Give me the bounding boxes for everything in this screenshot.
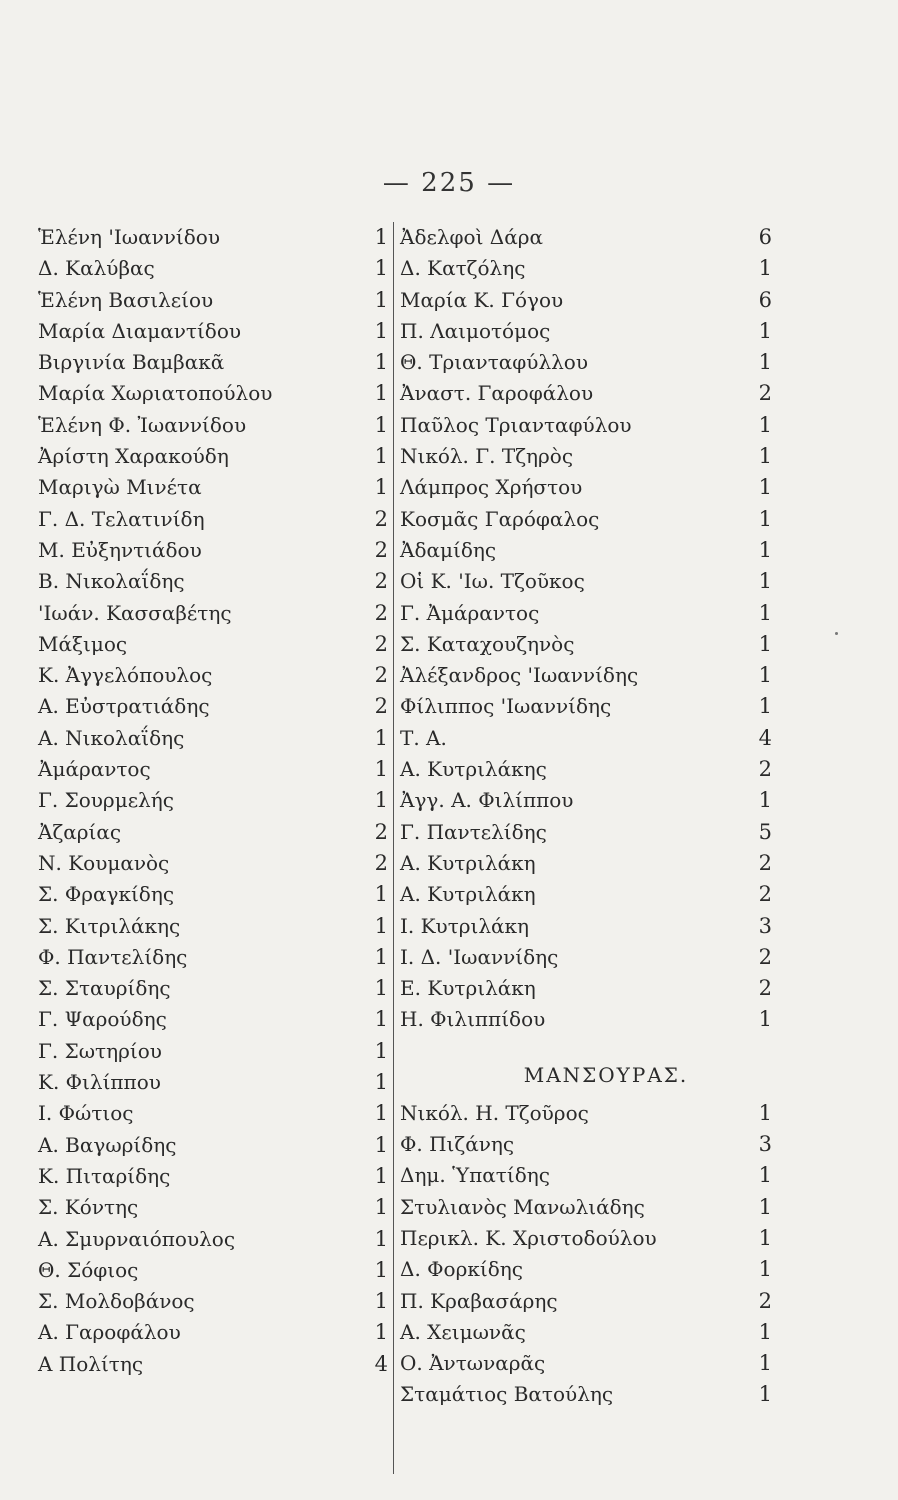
list-item xyxy=(400,879,772,910)
entry-name: Μ. Εὐξηντιάδου xyxy=(38,537,202,562)
entry-count: 3 xyxy=(758,913,772,938)
list-item xyxy=(38,1161,388,1192)
list-item xyxy=(400,1223,772,1254)
entry-name: Ε. Κυτριλάκη xyxy=(400,976,536,1001)
entry-name: Δ. Καλύβας xyxy=(38,256,155,281)
list-item xyxy=(400,1192,772,1223)
list-item xyxy=(400,347,772,378)
entry-count: 1 xyxy=(758,1319,772,1344)
entry-count: 1 xyxy=(758,1007,772,1032)
entry-count: 2 xyxy=(374,506,388,531)
entry-name: Λάμπρος Χρήστου xyxy=(400,475,583,500)
entry-count: 5 xyxy=(758,819,772,844)
entry-name: Μάξιμος xyxy=(38,631,128,656)
list-item xyxy=(400,535,772,566)
list-item xyxy=(400,629,772,660)
entry-count: 1 xyxy=(374,475,388,500)
entry-count: 1 xyxy=(758,1382,772,1407)
list-item xyxy=(400,410,772,441)
entry-count: 4 xyxy=(374,1351,388,1376)
entry-name: Θ. Σόφιος xyxy=(38,1257,139,1282)
list-item xyxy=(38,879,388,910)
list-item xyxy=(400,1160,772,1191)
list-item xyxy=(38,285,388,316)
entry-count: 2 xyxy=(374,819,388,844)
entry-count: 1 xyxy=(758,1194,772,1219)
entry-name: Φ. Παντελίδης xyxy=(38,944,188,969)
entry-name: Θ. Τριανταφύλλου xyxy=(400,350,588,375)
list-item xyxy=(38,1192,388,1223)
list-item xyxy=(38,1255,388,1286)
entry-name: Ἀναστ. Γαροφάλου xyxy=(400,381,594,406)
list-item xyxy=(38,785,388,816)
list-item xyxy=(38,691,388,722)
entry-count: 1 xyxy=(374,913,388,938)
entry-name: Περικλ. Κ. Χριστοδούλου xyxy=(400,1225,657,1250)
entry-count: 1 xyxy=(374,412,388,437)
entry-count: 1 xyxy=(758,600,772,625)
entry-name: Μαριγὼ Μινέτα xyxy=(38,475,202,500)
entry-name: Α. Νικολαΐδης xyxy=(38,725,185,750)
list-item xyxy=(38,660,388,691)
entry-name: Σταμάτιος Βατούλης xyxy=(400,1382,614,1407)
list-item xyxy=(38,1036,388,1067)
entry-count: 1 xyxy=(374,318,388,343)
list-item xyxy=(38,253,388,284)
entry-name: Α. Κυτριλάκη xyxy=(400,850,536,875)
entry-name: Ἑλένη Φ. Ἰωαννίδου xyxy=(38,412,247,437)
entry-count: 2 xyxy=(758,850,772,875)
entry-name: Ἀλέξανδρος 'Ιωαννίδης xyxy=(400,663,639,688)
entry-count: 1 xyxy=(758,537,772,562)
list-item xyxy=(38,566,388,597)
entry-name: Ἑλένη 'Ιωαννίδου xyxy=(38,225,220,249)
list-item xyxy=(400,378,772,409)
list-item xyxy=(38,629,388,660)
entry-count: 1 xyxy=(374,1195,388,1220)
entry-count: 1 xyxy=(374,444,388,469)
entry-name: Οἱ Κ. 'Ιω. Τζοῦκος xyxy=(400,569,585,594)
entry-count: 1 xyxy=(374,944,388,969)
column-divider xyxy=(393,222,394,1474)
entry-count: 1 xyxy=(374,882,388,907)
section-title: ΜΑΝΣΟΥΡΑΣ. xyxy=(523,1062,689,1087)
entry-name: Κοσμᾶς Γαρόφαλος xyxy=(400,506,600,531)
list-item xyxy=(400,754,772,785)
entry-count: 2 xyxy=(758,976,772,1001)
entry-count: 6 xyxy=(758,225,772,249)
entry-count: 1 xyxy=(374,1226,388,1251)
list-item xyxy=(38,1317,388,1348)
list-item xyxy=(400,504,772,535)
entry-name: Στυλιανὸς Μανωλιάδης xyxy=(400,1194,645,1219)
entry-count: 1 xyxy=(374,1070,388,1095)
entry-count: 1 xyxy=(758,694,772,719)
entry-name: Α Πολίτης xyxy=(38,1351,144,1376)
entry-count: 2 xyxy=(374,600,388,625)
entry-count: 1 xyxy=(374,1007,388,1032)
entry-name: Παῦλος Τριανταφύλου xyxy=(400,412,632,437)
list-item xyxy=(400,1348,772,1379)
entry-name: Μαρία Διαμαντίδου xyxy=(38,318,242,343)
entry-count: 1 xyxy=(374,788,388,813)
entry-count: 1 xyxy=(374,287,388,312)
list-item xyxy=(400,660,772,691)
entry-name: Μαρία Κ. Γόγου xyxy=(400,287,564,312)
entry-count: 1 xyxy=(374,381,388,406)
entry-name: Σ. Σταυρίδης xyxy=(38,976,171,1001)
right-column xyxy=(400,222,772,1411)
entry-name: 'Ιωάν. Κασσαβέτης xyxy=(38,600,232,625)
entry-count: 1 xyxy=(758,412,772,437)
entry-name: Α. Βαγωρίδης xyxy=(38,1132,177,1157)
entry-count: 1 xyxy=(758,1100,772,1125)
entry-name: Α. Σμυρναιόπουλος xyxy=(38,1226,236,1251)
entry-name: Γ. Δ. Τελατινίδη xyxy=(38,506,205,531)
entry-count: 2 xyxy=(374,694,388,719)
entry-count: 1 xyxy=(758,1225,772,1250)
entry-count: 1 xyxy=(374,1101,388,1126)
list-item xyxy=(38,410,388,441)
entry-name: Ἀμάραντος xyxy=(38,757,151,782)
entry-count: 1 xyxy=(374,1257,388,1282)
entry-count: 1 xyxy=(758,256,772,281)
list-item xyxy=(38,347,388,378)
list-item xyxy=(400,1129,772,1160)
list-item xyxy=(400,1004,772,1035)
list-item xyxy=(400,817,772,848)
list-item xyxy=(400,316,772,347)
entry-name: Π. Κραβασάρης xyxy=(400,1288,558,1313)
list-item xyxy=(400,848,772,879)
entry-name: Τ. Α. xyxy=(400,725,447,750)
entry-name: Ἑλένη Βασιλείου xyxy=(38,287,214,312)
list-item xyxy=(38,911,388,942)
entry-count: 2 xyxy=(374,537,388,562)
list-item xyxy=(400,1098,772,1129)
entry-count: 1 xyxy=(374,1289,388,1314)
entry-name: Σ. Κιτριλάκης xyxy=(38,913,181,938)
entry-count: 1 xyxy=(374,725,388,750)
entry-name: Ἀρίστη Χαρακούδη xyxy=(38,444,229,469)
entry-count: 1 xyxy=(758,475,772,500)
list-item xyxy=(38,535,388,566)
entry-name: Νικόλ. Η. Τζοῦρος xyxy=(400,1100,589,1125)
list-item xyxy=(38,1130,388,1161)
entry-name: Δημ. Ὑπατίδης xyxy=(400,1163,550,1188)
list-item xyxy=(400,973,772,1004)
entry-name: Β. Νικολαΐδης xyxy=(38,569,185,594)
entry-name: Σ. Μολδοβάνος xyxy=(38,1289,195,1314)
list-item xyxy=(400,691,772,722)
entry-name: Ο. Ἀντωναρᾶς xyxy=(400,1351,546,1376)
entry-name: Γ. Σωτηρίου xyxy=(38,1038,162,1063)
list-item xyxy=(400,472,772,503)
left-column xyxy=(38,222,388,1380)
entry-count: 3 xyxy=(758,1132,772,1157)
list-item xyxy=(38,378,388,409)
entry-name: Ἀζαρίας xyxy=(38,819,122,844)
entry-count: 2 xyxy=(758,944,772,969)
list-item xyxy=(400,723,772,754)
entry-count: 1 xyxy=(758,1351,772,1376)
entry-name: Ἀγγ. Α. Φιλίππου xyxy=(400,788,574,813)
list-item xyxy=(400,1254,772,1285)
list-item xyxy=(38,848,388,879)
entry-name: Γ. Ψαρούδης xyxy=(38,1007,167,1032)
entry-count: 1 xyxy=(758,788,772,813)
entry-name: Κ. Πιταρίδης xyxy=(38,1163,171,1188)
entry-name: Ι. Κυτριλάκη xyxy=(400,913,530,938)
list-item xyxy=(38,1224,388,1255)
entry-name: Α. Γαροφάλου xyxy=(38,1320,181,1345)
entry-name: Γ. Ἀμάραντος xyxy=(400,600,540,625)
entry-count: 1 xyxy=(758,663,772,688)
entry-count: 2 xyxy=(374,663,388,688)
entry-name: Μαρία Χωριατοπούλου xyxy=(38,381,273,406)
entry-count: 2 xyxy=(758,882,772,907)
entry-name: Ἀδελφοὶ Δάρα xyxy=(400,225,543,249)
list-item xyxy=(400,1379,772,1410)
list-item xyxy=(38,1067,388,1098)
entry-count: 4 xyxy=(758,725,772,750)
entry-count: 1 xyxy=(758,506,772,531)
list-item xyxy=(400,1286,772,1317)
entry-count: 1 xyxy=(758,318,772,343)
entry-name: Ι. Φώτιος xyxy=(38,1101,134,1126)
entry-count: 1 xyxy=(374,757,388,782)
entry-name: Κ. Ἀγγελόπουλος xyxy=(38,663,213,688)
list-item xyxy=(38,1349,388,1380)
entry-count: 1 xyxy=(374,1163,388,1188)
entry-name: Ι. Δ. 'Ιωαννίδης xyxy=(400,944,559,969)
list-item xyxy=(38,598,388,629)
entry-name: Σ. Κόντης xyxy=(38,1195,139,1220)
entry-name: Α. Κυτριλάκη xyxy=(400,882,536,907)
entry-count: 1 xyxy=(758,444,772,469)
list-item xyxy=(38,1098,388,1129)
entry-count: 2 xyxy=(758,757,772,782)
entry-count: 1 xyxy=(758,631,772,656)
list-item xyxy=(400,285,772,316)
right-column-top-list xyxy=(400,222,772,1036)
list-item xyxy=(400,441,772,472)
entry-count: 2 xyxy=(758,381,772,406)
entry-count: 1 xyxy=(374,256,388,281)
entry-count: 6 xyxy=(758,287,772,312)
list-item xyxy=(38,316,388,347)
entry-count: 1 xyxy=(758,1163,772,1188)
list-item xyxy=(400,222,772,253)
list-item xyxy=(38,441,388,472)
entry-name: Φ. Πιζάνης xyxy=(400,1132,515,1157)
list-item xyxy=(400,566,772,597)
right-column-bottom-list xyxy=(400,1098,772,1411)
entry-count: 1 xyxy=(758,1257,772,1282)
list-item xyxy=(400,942,772,973)
entry-name: Κ. Φιλίππου xyxy=(38,1070,161,1095)
paper-speck xyxy=(835,632,838,635)
list-item xyxy=(38,1286,388,1317)
entry-name: Δ. Κατζόλης xyxy=(400,256,526,281)
entry-name: Π. Λαιμοτόμος xyxy=(400,318,551,343)
list-item xyxy=(400,785,772,816)
list-item xyxy=(38,1004,388,1035)
entry-count: 1 xyxy=(374,350,388,375)
entry-count: 1 xyxy=(374,225,388,249)
list-item xyxy=(400,598,772,629)
entry-name: Α. Κυτριλάκης xyxy=(400,757,547,782)
entry-name: Γ. Σουρμελής xyxy=(38,788,174,813)
entry-count: 1 xyxy=(374,1038,388,1063)
list-item xyxy=(38,504,388,535)
entry-name: Φίλιππος 'Ιωαννίδης xyxy=(400,694,612,719)
list-item xyxy=(400,911,772,942)
entry-count: 1 xyxy=(374,1132,388,1157)
list-item xyxy=(38,817,388,848)
entry-name: Α. Χειμωνᾶς xyxy=(400,1319,526,1344)
entry-name: Η. Φιλιππίδου xyxy=(400,1007,546,1032)
entry-count: 2 xyxy=(374,850,388,875)
entry-name: Σ. Φραγκίδης xyxy=(38,882,175,907)
entry-name: Ν. Κουμανὸς xyxy=(38,850,170,875)
entry-count: 2 xyxy=(374,631,388,656)
entry-name: Α. Εὐστρατιάδης xyxy=(38,694,210,719)
list-item xyxy=(38,472,388,503)
entry-count: 2 xyxy=(758,1288,772,1313)
list-item xyxy=(38,942,388,973)
page-header: — 225 — xyxy=(382,168,516,198)
entry-count: 1 xyxy=(758,350,772,375)
entry-name: Γ. Παντελίδης xyxy=(400,819,547,844)
list-item xyxy=(38,973,388,1004)
entry-name: Βιργινία Βαμβακᾶ xyxy=(38,350,225,375)
entry-name: Νικόλ. Γ. Τζηρὸς xyxy=(400,444,574,469)
list-item xyxy=(38,754,388,785)
entry-name: Ἀδαμίδης xyxy=(400,537,497,562)
entry-name: Σ. Καταχουζηνὸς xyxy=(400,631,575,656)
entry-name: Δ. Φορκίδης xyxy=(400,1257,523,1282)
entry-count: 1 xyxy=(758,569,772,594)
entry-count: 2 xyxy=(374,569,388,594)
list-item xyxy=(38,723,388,754)
list-item xyxy=(400,253,772,284)
list-item xyxy=(38,222,388,253)
entry-count: 1 xyxy=(374,1320,388,1345)
list-item xyxy=(400,1317,772,1348)
entry-count: 1 xyxy=(374,976,388,1001)
